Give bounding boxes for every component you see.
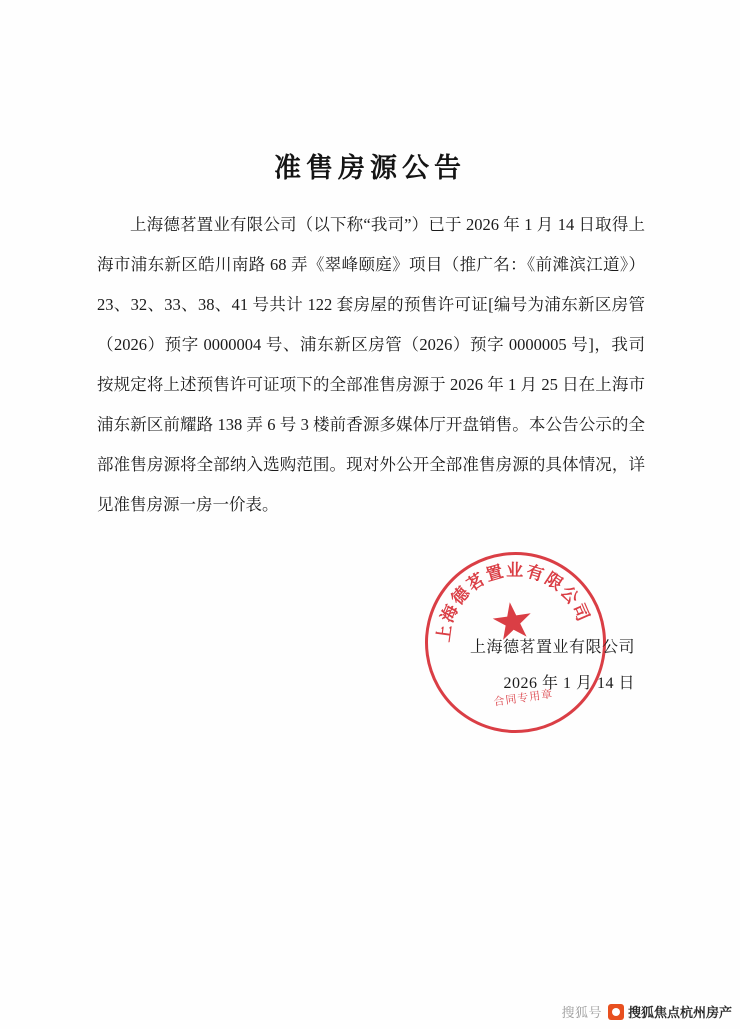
svg-text:上海德茗置业有限公司: 上海德茗置业有限公司	[433, 560, 594, 644]
seal-inner: 上海德茗置业有限公司 ★ 合同专用章	[417, 544, 615, 742]
page-title: 准售房源公告	[274, 153, 466, 184]
announcement-body: 上海德茗置业有限公司（以下称“我司”）已于 2026 年 1 月 14 日取得上海市浦东新区皓川南路 68 弄《翠峰颐庭》项目（推广名：《前滩滨江道》）23、32、33、38、41 号共计 122 套房屋的预售许可证[编号为浦东新区房管（2026）预字 0000004 号、浦东新区房管（2026）预字 0000005 号]，我司按规定将上述预售许可证项下的全部准售房源于 2026 年 1 月 25 日在上海市浦东新区前耀路 138 弄 6 号 3 楼前香源多媒体厅开盘销售。本公告公示的全部准售房源将全部纳入选购范围。现对外公开全部准售房源的具体情况，详见准售房源一房一价表。	[97, 215, 645, 514]
sohu-logo-icon	[608, 1004, 624, 1020]
source-watermark	[561, 1002, 732, 1021]
signature-company: 上海德茗置业有限公司	[469, 639, 635, 656]
source-label: 搜狐号	[561, 1005, 602, 1020]
brand-name: 搜狐焦点杭州房产	[627, 1005, 732, 1020]
signature-date: 2026 年 1 月 14 日	[503, 675, 635, 692]
signature-block	[0, 630, 740, 702]
brand-tag	[608, 1002, 732, 1021]
seal-bottom-text: 合同专用章	[492, 688, 554, 709]
